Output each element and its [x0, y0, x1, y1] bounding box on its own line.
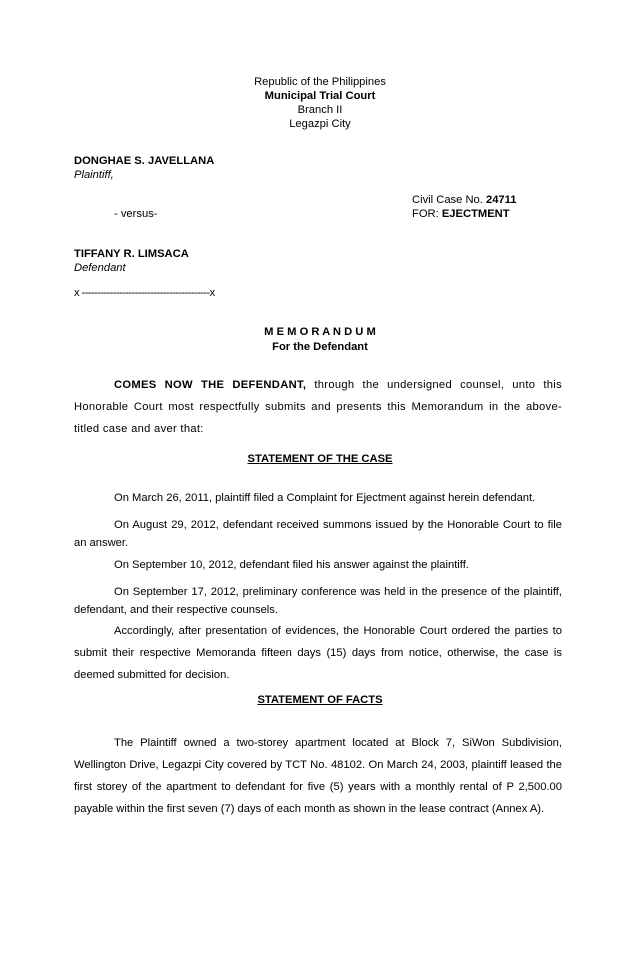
case-number-label: Civil Case No.: [412, 194, 486, 206]
header-court: Municipal Trial Court: [264, 90, 376, 102]
heading-statement-of-case: STATEMENT OF THE CASE: [247, 453, 393, 465]
case-number: [412, 194, 516, 206]
defendant-role: Defendant: [74, 262, 126, 274]
case-paragraph-4: On September 17, 2012, preliminary conference was held in the presence of the plaintiff, defendant, and their respective counsels.: [74, 586, 562, 616]
intro-paragraph: [74, 374, 562, 440]
case-paragraph-5: Accordingly, after presentation of evidences, the Honorable Court ordered the parties to submit their respective Memoranda fifteen days (15) days from notice, otherwise, the case is deemed submitted for decision.: [74, 625, 562, 681]
caption-separator: x -----------------------------------------x: [74, 287, 215, 299]
case-nature-label: FOR:: [412, 208, 442, 220]
case-paragraph-2: On August 29, 2012, defendant received summons issued by the Honorable Court to file an answer.: [74, 519, 562, 549]
versus: - versus-: [114, 208, 158, 220]
document-subtitle: For the Defendant: [272, 341, 368, 353]
case-paragraph-3: On September 10, 2012, defendant filed his answer against the plaintiff.: [114, 559, 469, 571]
header-city: Legazpi City: [289, 118, 351, 130]
case-nature: [412, 208, 510, 220]
document-title: M E M O R A N D U M: [264, 326, 376, 338]
heading-statement-of-facts: STATEMENT OF FACTS: [257, 694, 383, 706]
case-number-value: 24711: [485, 194, 517, 206]
case-paragraph-1: On March 26, 2011, plaintiff filed a Complaint for Ejectment against herein defendant.: [114, 492, 536, 504]
header-branch: Branch II: [297, 104, 343, 116]
plaintiff-name: DONGHAE S. JAVELLANA: [74, 155, 215, 167]
case-nature-value: EJECTMENT: [441, 208, 510, 220]
defendant-name: TIFFANY R. LIMSACA: [74, 248, 189, 260]
intro-lead: COMES NOW THE DEFENDANT,: [114, 379, 307, 391]
facts-paragraph-1: The Plaintiff owned a two-storey apartment located at Block 7, SiWon Subdivision, Wellington Drive, Legazpi City covered by TCT No. 48102. On March 24, 2003, plaintiff leased the first storey of the apartment to defendant for five (5) years with a monthly rental of P 2,500.00 payable within the first seven (7) days of each month as shown in the lease contract (Annex A).: [74, 737, 562, 815]
court-header: [200, 75, 440, 131]
plaintiff-role: Plaintiff,: [74, 169, 114, 181]
header-republic: Republic of the Philippines: [254, 76, 386, 88]
intro-rest: through the undersigned counsel, unto this Honorable Court most respectfully submits and presents this Memorandum in the above-titled case and aver that:: [74, 379, 562, 435]
